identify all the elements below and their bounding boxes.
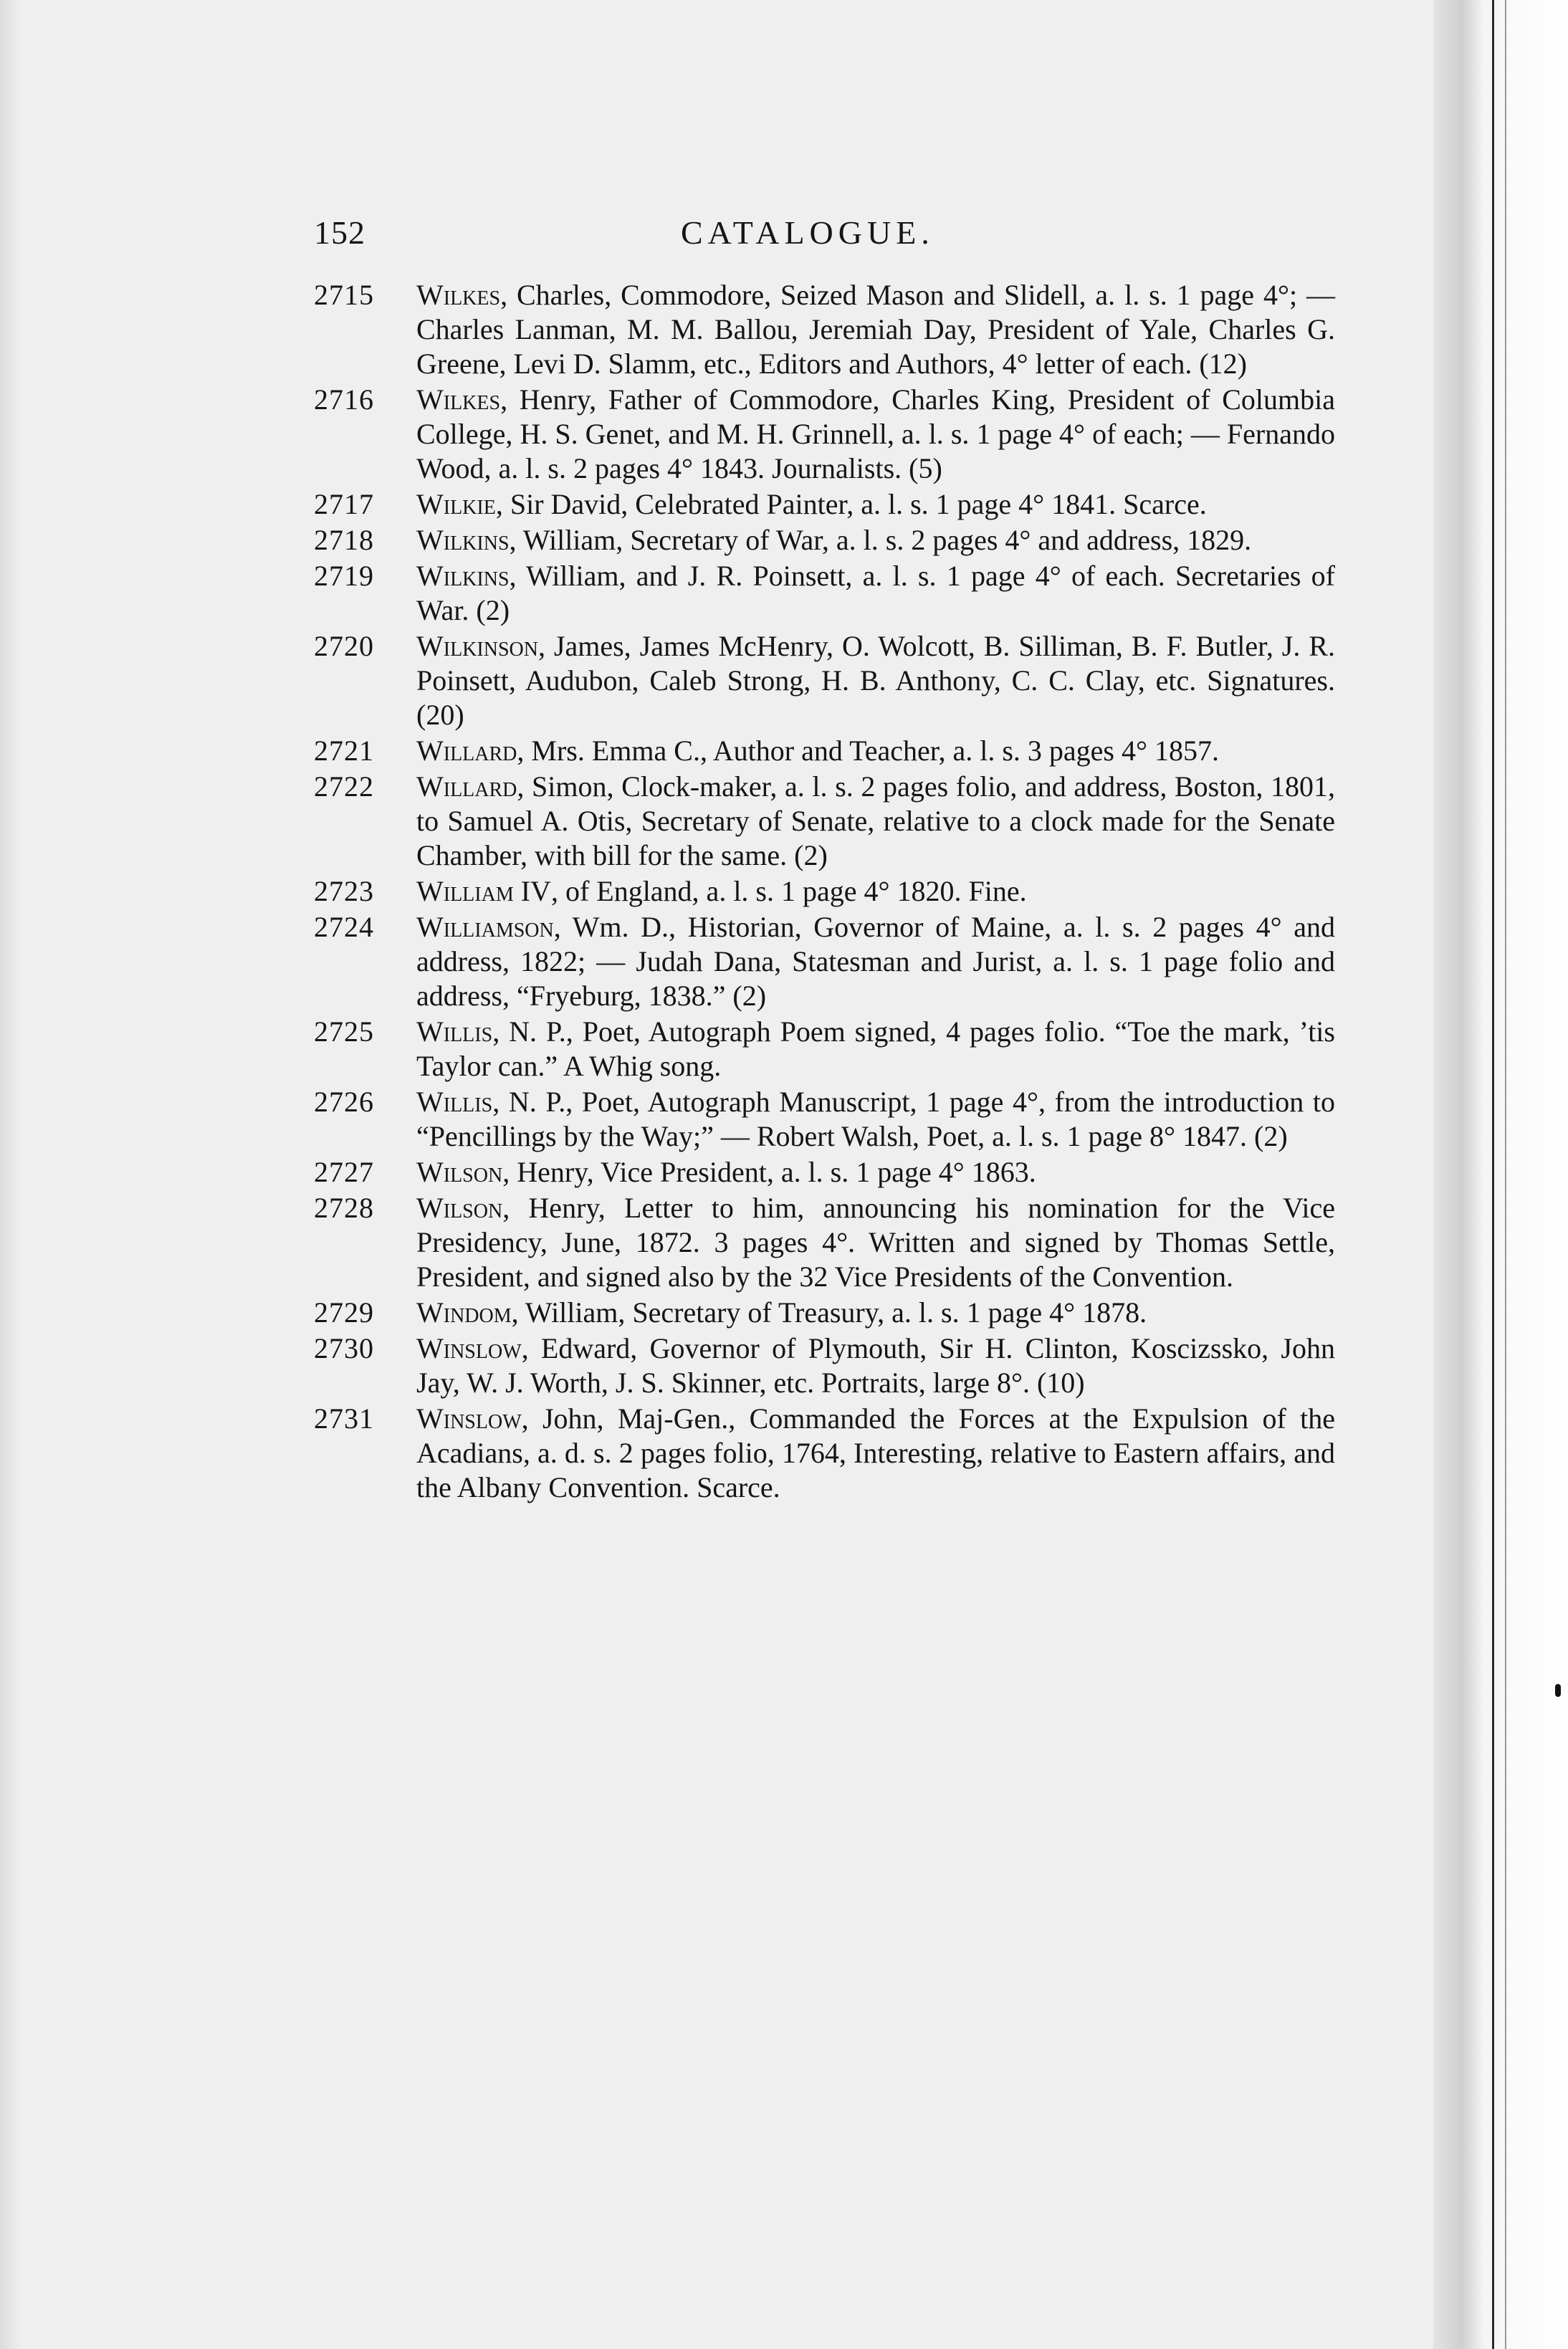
entry-number: 2728 xyxy=(314,1192,374,1224)
entry-description: , William, Secretary of War, a. l. s. 2 pages 4° and address, 1829. xyxy=(509,524,1252,556)
entry-name: Wilkie xyxy=(416,488,496,520)
catalogue-entry xyxy=(314,1402,1335,1505)
entry-description: , of England, a. l. s. 1 page 4° 1820. Fine. xyxy=(550,875,1027,907)
entry-number: 2724 xyxy=(314,911,374,943)
entry-name: Wilkes xyxy=(416,383,501,416)
entry-name: Wilson xyxy=(416,1192,503,1224)
entry-description: , Henry, Father of Commodore, Charles King, President of Columbia College, H. S. Genet, and M. H. Grinnell, a. l. s. 1 page 4° of each; — Fernando Wood, a. l. s. 2 pages 4° 1843. Journalists. (5) xyxy=(416,383,1335,484)
catalogue-entry xyxy=(314,1331,1335,1400)
entry-description: , James, James McHenry, O. Wolcott, B. Silliman, B. F. Butler, J. R. Poinsett, Audubon, Caleb Strong, H. B. Anthony, C. C. Clay, etc. Signatures. (20) xyxy=(416,630,1335,731)
entry-number: 2721 xyxy=(314,735,374,767)
entry-name: Wilkins xyxy=(416,524,510,556)
entry-number: 2730 xyxy=(314,1332,374,1364)
catalogue-entry xyxy=(314,734,1335,768)
entry-number: 2718 xyxy=(314,524,374,556)
entry-name: William IV xyxy=(416,875,551,907)
entry-name: Wilkins xyxy=(416,560,510,592)
entry-name: Winslow xyxy=(416,1332,522,1364)
entry-name: Winslow xyxy=(416,1402,522,1435)
catalogue-entry xyxy=(314,1085,1335,1154)
entry-number: 2717 xyxy=(314,488,374,520)
entry-name: Willard xyxy=(416,770,517,803)
entry-description: , Edward, Governor of Plymouth, Sir H. Clinton, Koscizssko, John Jay, W. J. Worth, J. S. Skinner, etc. Portraits, large 8°. (10) xyxy=(416,1332,1335,1399)
entry-name: Willis xyxy=(416,1015,493,1048)
catalogue-entry xyxy=(314,770,1335,873)
catalogue-entry xyxy=(314,629,1335,732)
catalogue-entry xyxy=(314,1296,1335,1330)
ink-mark xyxy=(1555,1684,1561,1697)
catalogue-entry xyxy=(314,523,1335,558)
entry-name: Willard xyxy=(416,735,517,767)
entry-name: Wilkinson xyxy=(416,630,538,662)
entry-name: Windom xyxy=(416,1296,512,1329)
entry-name: Willis xyxy=(416,1086,493,1118)
entry-name: Wilkes xyxy=(416,279,501,311)
entry-name: Wilson xyxy=(416,1156,503,1188)
page-header xyxy=(314,214,1332,264)
entry-description: , Henry, Vice President, a. l. s. 1 page 4° 1863. xyxy=(502,1156,1036,1188)
catalogue-entry xyxy=(314,487,1335,522)
entry-name: Williamson xyxy=(416,911,554,943)
entry-description: , William, Secretary of Treasury, a. l. s. 1 page 4° 1878. xyxy=(511,1296,1147,1329)
entry-number: 2726 xyxy=(314,1086,374,1118)
entry-number: 2731 xyxy=(314,1402,374,1435)
catalogue-entry xyxy=(314,383,1335,486)
entry-description: , N. P., Poet, Autograph Manuscript, 1 page 4°, from the introduction to “Pencillings by the Way;” — Robert Walsh, Poet, a. l. s. 1 page 8° 1847. (2) xyxy=(416,1086,1335,1152)
page-title: CATALOGUE. xyxy=(681,214,934,251)
entry-number: 2722 xyxy=(314,770,374,803)
catalogue-entry xyxy=(314,559,1335,628)
entry-number: 2723 xyxy=(314,875,374,907)
entry-description: , John, Maj-Gen., Commanded the Forces at the Expulsion of the Acadians, a. d. s. 2 pages folio, 1764, Interesting, relative to Eastern affairs, and the Albany Convention. Scarce. xyxy=(416,1402,1335,1503)
gutter-edge-line xyxy=(1505,0,1506,2349)
entry-number: 2729 xyxy=(314,1296,374,1329)
book-gutter xyxy=(1433,0,1568,2349)
entry-description: , Mrs. Emma C., Author and Teacher, a. l. s. 3 pages 4° 1857. xyxy=(517,735,1219,767)
catalogue-entry xyxy=(314,1015,1335,1083)
entry-description: , Henry, Letter to him, announcing his nomination for the Vice Presidency, June, 1872. 3 pages 4°. Written and signed by Thomas Settle, President, and signed also by the 32 Vice Presidents of the Convention. xyxy=(416,1192,1335,1293)
catalogue-entries xyxy=(314,278,1335,1506)
catalogue-entry xyxy=(314,278,1335,381)
entry-description: , Charles, Commodore, Seized Mason and Slidell, a. l. s. 1 page 4°; — Charles Lanman, M. M. Ballou, Jeremiah Day, President of Yale, Charles G. Greene, Levi D. Slamm, etc., Editors and Authors, 4° letter of each. (12) xyxy=(416,279,1335,380)
catalogue-entry xyxy=(314,874,1335,909)
entry-description: , Wm. D., Historian, Governor of Maine, a. l. s. 2 pages 4° and address, 1822; — Judah Dana, Statesman and Jurist, a. l. s. 1 page folio and address, “Fryeburg, 1838.” (2) xyxy=(416,911,1335,1012)
gutter-shadow-line xyxy=(1492,0,1494,2349)
page-number: 152 xyxy=(314,214,365,251)
catalogue-entry xyxy=(314,1155,1335,1190)
entry-number: 2719 xyxy=(314,560,374,592)
entry-number: 2716 xyxy=(314,383,374,416)
entry-number: 2727 xyxy=(314,1156,374,1188)
entry-description: , Simon, Clock-maker, a. l. s. 2 pages folio, and address, Boston, 1801, to Samuel A. Otis, Secretary of Senate, relative to a clock made for the Senate Chamber, with bill for the same. (2) xyxy=(416,770,1335,871)
entry-description: , N. P., Poet, Autograph Poem signed, 4 pages folio. “Toe the mark, ’tis Taylor can.” A Whig song. xyxy=(416,1015,1335,1082)
scan-left-edge xyxy=(0,0,21,2349)
entry-number: 2715 xyxy=(314,279,374,311)
entry-number: 2720 xyxy=(314,630,374,662)
catalogue-entry xyxy=(314,910,1335,1013)
catalogue-entry xyxy=(314,1191,1335,1294)
entry-description: , William, and J. R. Poinsett, a. l. s. 1 page 4° of each. Secretaries of War. (2) xyxy=(416,560,1335,626)
entry-description: , Sir David, Celebrated Painter, a. l. s. 1 page 4° 1841. Scarce. xyxy=(495,488,1207,520)
entry-number: 2725 xyxy=(314,1015,374,1048)
